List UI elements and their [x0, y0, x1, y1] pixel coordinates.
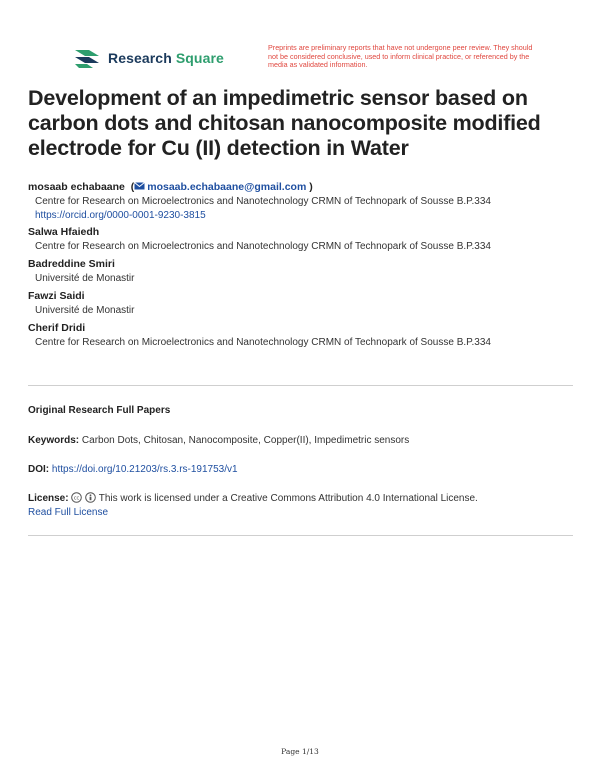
author-affiliation: Université de Monastir [35, 273, 135, 284]
preprint-disclaimer: Preprints are preliminary reports that have not undergone peer review. They should not be considered conclusive, used to inform clinical practice, or referenced by the media as validated information. [268, 43, 533, 70]
email-link[interactable]: mosaab.echabaane@gmail.com [134, 181, 306, 193]
article-type: Original Research Full Papers [28, 405, 171, 416]
doi: DOI: https://doi.org/10.21203/rs.3.rs-191753/v1 [28, 464, 238, 475]
doi-link[interactable]: https://doi.org/10.21203/rs.3.rs-191753/v1 [51, 464, 238, 475]
corresponding-author: mosaab echabaane ( mosaab.echabaane@gmail.com ) [28, 181, 313, 193]
creative-commons-icon [71, 492, 82, 503]
license: License: cc This work is licensed under a Creative Commons Attribution 4.0 International License. Read Full License [28, 493, 478, 518]
author-list [28, 180, 578, 353]
author-name: Fawzi Saidi [28, 290, 85, 302]
research-square-logo-icon [73, 47, 101, 69]
read-license-link[interactable]: Read Full License [28, 507, 109, 518]
brand-logo [73, 47, 224, 69]
page-number: Page 1/13 [281, 747, 319, 756]
svg-text:cc: cc [74, 495, 80, 502]
envelope-icon [134, 182, 145, 190]
section-divider [28, 385, 573, 386]
author-affiliation: Centre for Research on Microelectronics and Nanotechnology CRMN of Technopark of Sousse B.P.334 [35, 196, 491, 207]
author-name: Cherif Dridi [28, 322, 86, 334]
attribution-icon [85, 492, 96, 503]
paper-title: Development of an impedimetric sensor based on carbon dots and chitosan nanocomposite modified electrode for Cu (II) detection in Water [28, 86, 541, 160]
author-affiliation: Centre for Research on Microelectronics and Nanotechnology CRMN of Technopark of Sousse B.P.334 [35, 337, 491, 348]
keywords: Keywords: Carbon Dots, Chitosan, Nanocomposite, Copper(II), Impedimetric sensors [28, 435, 410, 446]
author-affiliation: Centre for Research on Microelectronics and Nanotechnology CRMN of Technopark of Sousse B.P.334 [35, 241, 491, 252]
author-name: Badreddine Smiri [28, 258, 115, 270]
orcid-link[interactable]: https://orcid.org/0000-0001-9230-3815 [35, 210, 206, 221]
brand-name: Research Square [108, 50, 224, 66]
author-affiliation: Université de Monastir [35, 305, 135, 316]
section-divider [28, 535, 573, 536]
author-name: Salwa Hfaiedh [28, 226, 100, 238]
